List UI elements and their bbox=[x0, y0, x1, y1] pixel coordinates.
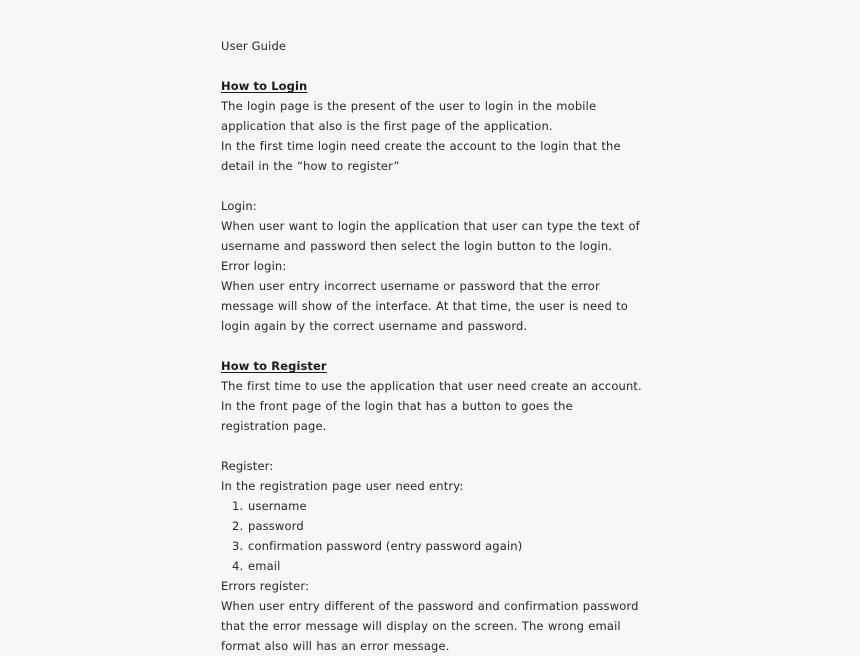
list-item-number: 2. bbox=[232, 519, 244, 533]
subsection-body-errors-register: When user entry different of the password and confirmation password that the error message will display on the screen. The wrong email format also will has an error message. bbox=[221, 599, 639, 653]
list-item-label: password bbox=[248, 519, 304, 533]
section-heading-register-wrap bbox=[221, 356, 643, 376]
subsection-label-errors-register: Errors register: bbox=[221, 579, 310, 593]
list-item-number: 4. bbox=[232, 559, 244, 573]
page-title: User Guide bbox=[221, 39, 287, 53]
subsection-body-error-login: When user entry incorrect username or password that the error message will show of the interface. At that time, the user is need to login again by the correct username and password. bbox=[221, 279, 628, 333]
subsection-label-register: Register: bbox=[221, 459, 274, 473]
list-item bbox=[221, 536, 643, 556]
spacer bbox=[221, 436, 643, 456]
paragraph-register-intro-2: In the front page of the login that has a button to goes the registration page. bbox=[221, 399, 573, 433]
document-body bbox=[221, 36, 643, 656]
subsection-body-login: When user want to login the application that user can type the text of username and password then select the login button to the login. bbox=[221, 219, 640, 253]
list-item-number: 1. bbox=[232, 499, 244, 513]
spacer bbox=[221, 56, 643, 76]
paragraph-login-intro-2: In the first time login need create the account to the login that the detail in the “how to register” bbox=[221, 139, 621, 173]
section-heading-how-to-login: How to Login bbox=[221, 79, 308, 93]
section-heading-login-wrap bbox=[221, 76, 643, 96]
list-item bbox=[221, 496, 643, 516]
list-item bbox=[221, 556, 643, 576]
spacer bbox=[221, 336, 643, 356]
list-item bbox=[221, 516, 643, 536]
paragraph-register-intro-1: The first time to use the application that user need create an account. bbox=[221, 379, 642, 393]
paragraph-login-intro-1: The login page is the present of the user to login in the mobile application that also is the first page of the application. bbox=[221, 99, 597, 133]
list-item-label: confirmation password (entry password again) bbox=[248, 539, 523, 553]
section-heading-how-to-register: How to Register bbox=[221, 359, 327, 373]
list-item-number: 3. bbox=[232, 539, 244, 553]
list-item-label: email bbox=[248, 559, 281, 573]
spacer bbox=[221, 176, 643, 196]
registration-entry-list bbox=[221, 496, 643, 576]
subsection-label-login: Login: bbox=[221, 199, 257, 213]
subsection-label-error-login: Error login: bbox=[221, 259, 287, 273]
list-item-label: username bbox=[248, 499, 307, 513]
subsection-body-register: In the registration page user need entry: bbox=[221, 479, 464, 493]
